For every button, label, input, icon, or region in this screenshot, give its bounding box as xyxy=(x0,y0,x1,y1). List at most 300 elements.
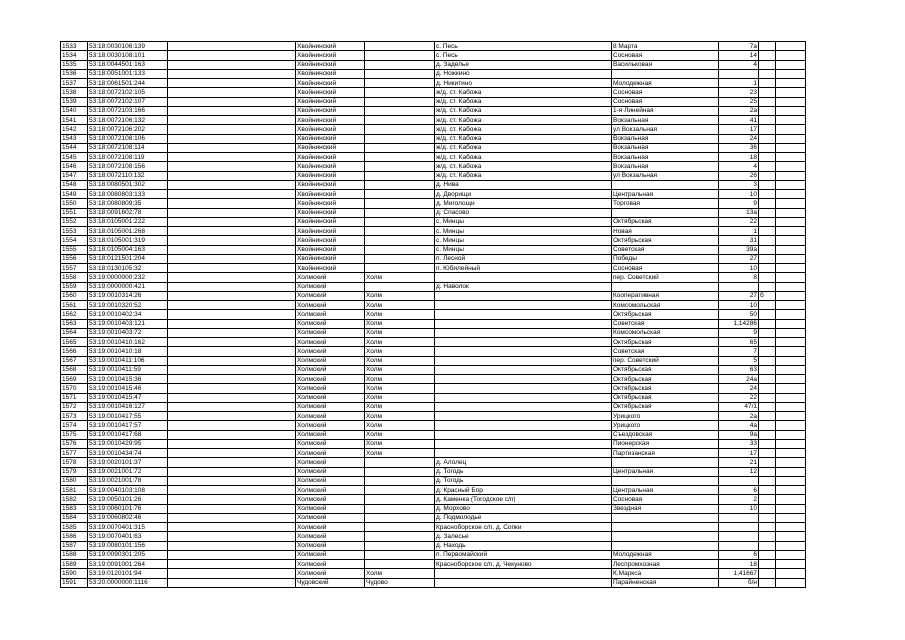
settlement: д. Находь xyxy=(435,541,612,550)
blank-cell xyxy=(168,208,296,217)
settlement: ж/д. ст. Кабожа xyxy=(435,116,612,125)
city xyxy=(365,116,435,125)
city: Холм xyxy=(365,291,435,300)
table-row xyxy=(61,134,806,143)
district: Холмский xyxy=(296,430,365,439)
extra-cell xyxy=(759,495,776,504)
cadastral-number: 53:19:0010320:52 xyxy=(88,301,168,310)
city xyxy=(365,467,435,476)
house-number: 2а xyxy=(719,106,759,115)
table-row xyxy=(61,513,806,522)
table-row xyxy=(61,236,806,245)
table-row xyxy=(61,347,806,356)
extra-cell xyxy=(759,273,776,282)
blank-cell xyxy=(168,402,296,411)
extra-cell xyxy=(759,560,776,569)
extra-cell xyxy=(759,171,776,180)
blank-cell xyxy=(168,513,296,522)
row-number: 1577 xyxy=(61,449,88,458)
extra-cell xyxy=(759,69,776,78)
street: пер. Советский xyxy=(612,273,719,282)
street: Вокзальная xyxy=(612,116,719,125)
end-cell xyxy=(776,513,806,522)
district: Холмский xyxy=(296,347,365,356)
district: Холмский xyxy=(296,421,365,430)
row-number: 1589 xyxy=(61,560,88,569)
city xyxy=(365,162,435,171)
city xyxy=(365,282,435,291)
district: Холмский xyxy=(296,310,365,319)
row-number: 1573 xyxy=(61,412,88,421)
extra-cell xyxy=(759,51,776,60)
district: Хвойнинский xyxy=(296,199,365,208)
end-cell xyxy=(776,264,806,273)
street: Центральная xyxy=(612,486,719,495)
district: Хвойнинский xyxy=(296,116,365,125)
cadastral-number: 53:19:0010402:34 xyxy=(88,310,168,319)
table-row xyxy=(61,264,806,273)
blank-cell xyxy=(168,430,296,439)
blank-cell xyxy=(168,495,296,504)
house-number: 26 xyxy=(719,171,759,180)
cadastral-number: 53:19:0010411:106 xyxy=(88,356,168,365)
settlement: д. Тогодь xyxy=(435,467,612,476)
blank-cell xyxy=(168,569,296,578)
street xyxy=(612,532,719,541)
blank-cell xyxy=(168,310,296,319)
extra-cell xyxy=(759,532,776,541)
settlement: с. Минцы xyxy=(435,217,612,226)
table-row xyxy=(61,254,806,263)
table-row xyxy=(61,208,806,217)
house-number: 33 xyxy=(719,439,759,448)
end-cell xyxy=(776,439,806,448)
extra-cell xyxy=(759,190,776,199)
row-number: 1555 xyxy=(61,245,88,254)
street xyxy=(612,69,719,78)
blank-cell xyxy=(168,356,296,365)
cadastral-number: 53:18:0105001:319 xyxy=(88,236,168,245)
district: Хвойнинский xyxy=(296,264,365,273)
cadastral-number: 53:19:0050101:26 xyxy=(88,495,168,504)
row-number: 1561 xyxy=(61,301,88,310)
house-number: 9а xyxy=(719,430,759,439)
city xyxy=(365,69,435,78)
row-number: 1580 xyxy=(61,476,88,485)
cadastral-number: 53:19:0010434:74 xyxy=(88,449,168,458)
city xyxy=(365,51,435,60)
row-number: 1557 xyxy=(61,264,88,273)
street: Центральная xyxy=(612,467,719,476)
district: Хвойнинский xyxy=(296,143,365,152)
row-number: 1553 xyxy=(61,227,88,236)
blank-cell xyxy=(168,523,296,532)
table-row xyxy=(61,476,806,485)
blank-cell xyxy=(168,51,296,60)
settlement xyxy=(435,301,612,310)
end-cell xyxy=(776,578,806,587)
settlement: ж/д. ст. Кабожа xyxy=(435,88,612,97)
row-number: 1534 xyxy=(61,51,88,60)
city xyxy=(365,153,435,162)
extra-cell xyxy=(759,375,776,384)
street: Сосновая xyxy=(612,495,719,504)
end-cell xyxy=(776,347,806,356)
district: Хвойнинский xyxy=(296,42,365,51)
district: Холмский xyxy=(296,375,365,384)
district: Холмский xyxy=(296,467,365,476)
cadastral-number: 53:18:0072102:105 xyxy=(88,88,168,97)
end-cell xyxy=(776,143,806,152)
settlement: с. Минцы xyxy=(435,227,612,236)
table-row xyxy=(61,430,806,439)
cadastral-number: 53:19:0070401:315 xyxy=(88,523,168,532)
extra-cell xyxy=(759,504,776,513)
settlement: с. Песь xyxy=(435,51,612,60)
house-number: 65 xyxy=(719,338,759,347)
city xyxy=(365,476,435,485)
house-number: 4 xyxy=(719,162,759,171)
street: 1-я Линейная xyxy=(612,106,719,115)
end-cell xyxy=(776,384,806,393)
house-number: 25 xyxy=(719,97,759,106)
house-number: 3 xyxy=(719,180,759,189)
end-cell xyxy=(776,319,806,328)
row-number: 1538 xyxy=(61,88,88,97)
table-row xyxy=(61,60,806,69)
extra-cell xyxy=(759,365,776,374)
extra-cell xyxy=(759,486,776,495)
street: Молодежная xyxy=(612,550,719,559)
city xyxy=(365,245,435,254)
cadastral-number: 53:19:0020101:37 xyxy=(88,458,168,467)
registry-table xyxy=(60,41,806,588)
blank-cell xyxy=(168,273,296,282)
end-cell xyxy=(776,328,806,337)
blank-cell xyxy=(168,190,296,199)
cadastral-number: 53:18:0072106:202 xyxy=(88,125,168,134)
settlement: д. Алолец xyxy=(435,458,612,467)
settlement: д. Спасово xyxy=(435,208,612,217)
settlement xyxy=(435,430,612,439)
district: Холмский xyxy=(296,412,365,421)
extra-cell xyxy=(759,227,776,236)
city xyxy=(365,504,435,513)
table-row xyxy=(61,217,806,226)
street: Сосновая xyxy=(612,88,719,97)
end-cell xyxy=(776,338,806,347)
house-number: б/н xyxy=(719,578,759,587)
settlement: Красноборское с/п, д. Чекуново xyxy=(435,560,612,569)
cadastral-number: 53:18:0030108:101 xyxy=(88,51,168,60)
city xyxy=(365,513,435,522)
street: Торговая xyxy=(612,199,719,208)
street: Советская xyxy=(612,347,719,356)
end-cell xyxy=(776,180,806,189)
street: Вокзальная xyxy=(612,162,719,171)
district: Хвойнинский xyxy=(296,180,365,189)
extra-cell xyxy=(759,393,776,402)
row-number: 1562 xyxy=(61,310,88,319)
cadastral-number: 53:19:0010314:26 xyxy=(88,291,168,300)
city: Холм xyxy=(365,569,435,578)
district: Холмский xyxy=(296,356,365,365)
settlement xyxy=(435,273,612,282)
table-row xyxy=(61,51,806,60)
street: Парайненская xyxy=(612,578,719,587)
city xyxy=(365,134,435,143)
end-cell xyxy=(776,97,806,106)
street: Сосновая xyxy=(612,51,719,60)
street: Васильковая xyxy=(612,60,719,69)
blank-cell xyxy=(168,421,296,430)
row-number: 1536 xyxy=(61,69,88,78)
house-number: 22 xyxy=(719,217,759,226)
settlement: д. Подмолодье xyxy=(435,513,612,522)
table-row xyxy=(61,291,806,300)
street xyxy=(612,180,719,189)
city: Холм xyxy=(365,347,435,356)
blank-cell xyxy=(168,106,296,115)
street: Звездная xyxy=(612,504,719,513)
district: Хвойнинский xyxy=(296,79,365,88)
street: Сосновая xyxy=(612,264,719,273)
cadastral-number: 53:19:0010415:36 xyxy=(88,375,168,384)
extra-cell xyxy=(759,79,776,88)
house-number: 2а xyxy=(719,412,759,421)
settlement: ж/д. ст. Кабожа xyxy=(435,153,612,162)
extra-cell xyxy=(759,439,776,448)
settlement xyxy=(435,328,612,337)
blank-cell xyxy=(168,560,296,569)
extra-cell xyxy=(759,236,776,245)
blank-cell xyxy=(168,69,296,78)
city xyxy=(365,97,435,106)
cadastral-number: 53:19:0010410:162 xyxy=(88,338,168,347)
extra-cell xyxy=(759,199,776,208)
blank-cell xyxy=(168,143,296,152)
table-row xyxy=(61,421,806,430)
city: Чудово xyxy=(365,578,435,587)
cadastral-number: 53:19:0060101:76 xyxy=(88,504,168,513)
row-number: 1579 xyxy=(61,467,88,476)
cadastral-number: 53:19:0010403:121 xyxy=(88,319,168,328)
table-row xyxy=(61,310,806,319)
cadastral-number: 53:19:0010403:72 xyxy=(88,328,168,337)
end-cell xyxy=(776,106,806,115)
street: Пионерская xyxy=(612,439,719,448)
city xyxy=(365,550,435,559)
house-number: 18 xyxy=(719,560,759,569)
district: Холмский xyxy=(296,319,365,328)
district: Холмский xyxy=(296,291,365,300)
house-number: 10 xyxy=(719,190,759,199)
city xyxy=(365,171,435,180)
district: Холмский xyxy=(296,449,365,458)
city: Холм xyxy=(365,301,435,310)
city xyxy=(365,236,435,245)
house-number: 17 xyxy=(719,125,759,134)
row-number: 1569 xyxy=(61,375,88,384)
city xyxy=(365,79,435,88)
end-cell xyxy=(776,467,806,476)
extra-cell xyxy=(759,125,776,134)
extra-cell xyxy=(759,97,776,106)
row-number: 1550 xyxy=(61,199,88,208)
row-number: 1537 xyxy=(61,79,88,88)
end-cell xyxy=(776,560,806,569)
end-cell xyxy=(776,60,806,69)
extra-cell xyxy=(759,116,776,125)
cadastral-number: 53:19:0010429:95 xyxy=(88,439,168,448)
city xyxy=(365,264,435,273)
table-row xyxy=(61,393,806,402)
city: Холм xyxy=(365,439,435,448)
blank-cell xyxy=(168,393,296,402)
street xyxy=(612,208,719,217)
city xyxy=(365,106,435,115)
end-cell xyxy=(776,550,806,559)
end-cell xyxy=(776,541,806,550)
house-number: 9 xyxy=(719,328,759,337)
house-number: 27 xyxy=(719,254,759,263)
table-row xyxy=(61,467,806,476)
street: ул Вокзальная xyxy=(612,171,719,180)
row-number: 1563 xyxy=(61,319,88,328)
house-number: 1 xyxy=(719,227,759,236)
house-number: 6 xyxy=(719,486,759,495)
settlement: ж/д. ст. Кабожа xyxy=(435,171,612,180)
cadastral-number: 53:18:0072106:132 xyxy=(88,116,168,125)
house-number: 24 xyxy=(719,384,759,393)
settlement: п. Лесной xyxy=(435,254,612,263)
cadastral-number: 53:20:0000000:1116 xyxy=(88,578,168,587)
row-number: 1575 xyxy=(61,430,88,439)
table-row xyxy=(61,319,806,328)
row-number: 1547 xyxy=(61,171,88,180)
settlement: д. Наволок xyxy=(435,282,612,291)
table-row xyxy=(61,88,806,97)
table-row xyxy=(61,273,806,282)
settlement: д. Заделье xyxy=(435,60,612,69)
extra-cell xyxy=(759,578,776,587)
settlement: ж/д. ст. Кабожа xyxy=(435,162,612,171)
table-row xyxy=(61,79,806,88)
row-number: 1591 xyxy=(61,578,88,587)
house-number: 7 xyxy=(719,347,759,356)
cadastral-number: 53:18:0105004:163 xyxy=(88,245,168,254)
blank-cell xyxy=(168,338,296,347)
district: Холмский xyxy=(296,273,365,282)
house-number: 31 xyxy=(719,236,759,245)
settlement: с. Минцы xyxy=(435,245,612,254)
table-row xyxy=(61,282,806,291)
city xyxy=(365,254,435,263)
house-number: 18 xyxy=(719,153,759,162)
cadastral-number: 53:18:0044501:163 xyxy=(88,60,168,69)
blank-cell xyxy=(168,375,296,384)
street: Урицкого xyxy=(612,421,719,430)
street xyxy=(612,458,719,467)
house-number: 9 xyxy=(719,199,759,208)
street: Сосновая xyxy=(612,97,719,106)
cadastral-number: 53:18:0051001:133 xyxy=(88,69,168,78)
cadastral-number: 53:19:0000000:421 xyxy=(88,282,168,291)
row-number: 1540 xyxy=(61,106,88,115)
house-number: 2 xyxy=(719,495,759,504)
city: Холм xyxy=(365,449,435,458)
extra-cell xyxy=(759,338,776,347)
table-row xyxy=(61,384,806,393)
street: Комсомольская xyxy=(612,328,719,337)
street: Октябрьская xyxy=(612,393,719,402)
house-number: 22 xyxy=(719,393,759,402)
house-number: 36 xyxy=(719,143,759,152)
end-cell xyxy=(776,88,806,97)
cadastral-number: 53:19:0010417:68 xyxy=(88,430,168,439)
house-number: 27 xyxy=(719,291,759,300)
row-number: 1544 xyxy=(61,143,88,152)
house-number: 47/1 xyxy=(719,402,759,411)
district: Холмский xyxy=(296,486,365,495)
street: Советская xyxy=(612,319,719,328)
end-cell xyxy=(776,273,806,282)
table-row xyxy=(61,375,806,384)
end-cell xyxy=(776,199,806,208)
settlement: д. Красный Бор xyxy=(435,486,612,495)
settlement xyxy=(435,421,612,430)
row-number: 1549 xyxy=(61,190,88,199)
blank-cell xyxy=(168,97,296,106)
city xyxy=(365,88,435,97)
district: Хвойнинский xyxy=(296,236,365,245)
city: Холм xyxy=(365,402,435,411)
table-row xyxy=(61,495,806,504)
street xyxy=(612,523,719,532)
house-number: 50 xyxy=(719,310,759,319)
city xyxy=(365,217,435,226)
settlement: д. Дворищи xyxy=(435,190,612,199)
settlement: д. Ножкино xyxy=(435,69,612,78)
end-cell xyxy=(776,217,806,226)
end-cell xyxy=(776,412,806,421)
city: Холм xyxy=(365,338,435,347)
table-row xyxy=(61,504,806,513)
district: Хвойнинский xyxy=(296,134,365,143)
city: Холм xyxy=(365,421,435,430)
district: Холмский xyxy=(296,328,365,337)
settlement: ж/д. ст. Кабожа xyxy=(435,143,612,152)
end-cell xyxy=(776,42,806,51)
row-number: 1542 xyxy=(61,125,88,134)
settlement xyxy=(435,439,612,448)
district: Чудовский xyxy=(296,578,365,587)
extra-cell xyxy=(759,430,776,439)
cadastral-number: 53:19:0091001:264 xyxy=(88,560,168,569)
district: Хвойнинский xyxy=(296,162,365,171)
cadastral-number: 53:19:0040103:108 xyxy=(88,486,168,495)
cadastral-number: 53:18:0072102:107 xyxy=(88,97,168,106)
district: Хвойнинский xyxy=(296,254,365,263)
blank-cell xyxy=(168,439,296,448)
extra-cell xyxy=(759,476,776,485)
cadastral-number: 53:18:0072108:106 xyxy=(88,134,168,143)
row-number: 1566 xyxy=(61,347,88,356)
house-number: 1,14286 xyxy=(719,319,759,328)
end-cell xyxy=(776,162,806,171)
street: Новая xyxy=(612,227,719,236)
street: Леспромхозная xyxy=(612,560,719,569)
